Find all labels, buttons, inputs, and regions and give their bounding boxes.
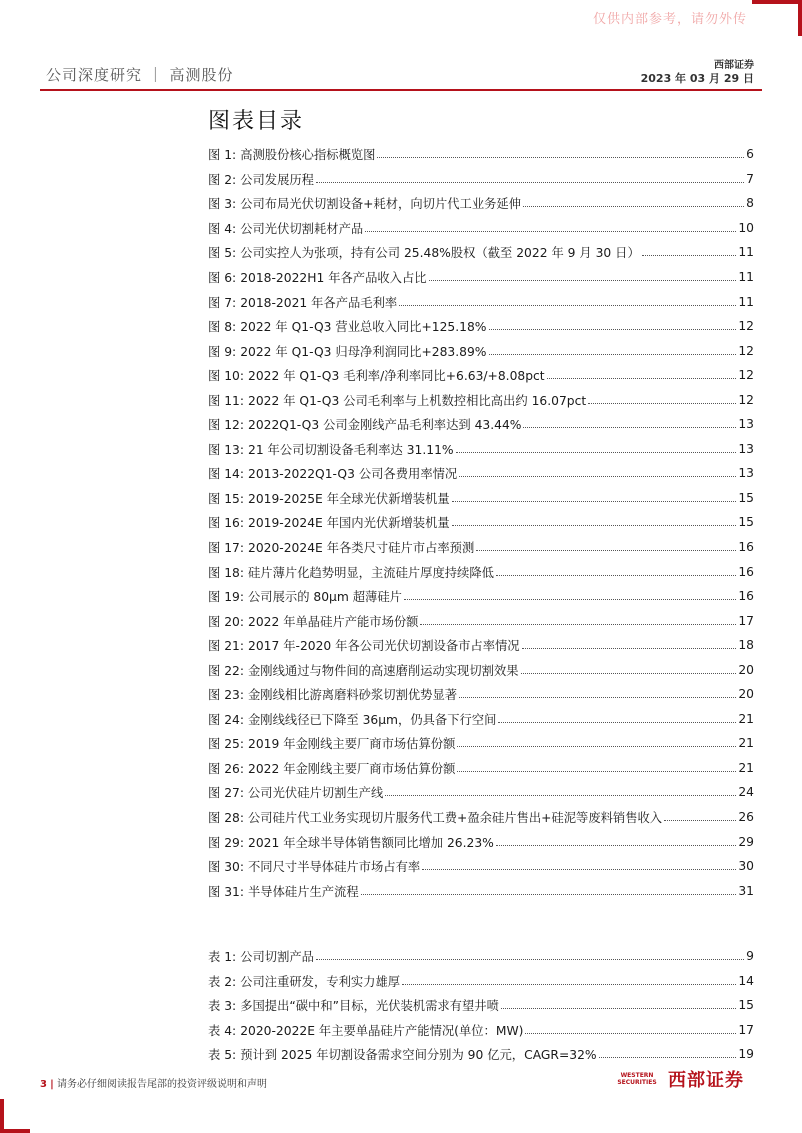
dot-leader: [522, 647, 737, 649]
figure-page: 26: [738, 810, 754, 825]
figure-title: 2019 年金刚线主要厂商市场估算份额: [248, 737, 456, 752]
dot-leader: [422, 868, 736, 870]
figure-entry[interactable]: [208, 633, 754, 658]
figure-entry[interactable]: [208, 584, 754, 609]
table-page: 9: [746, 949, 754, 964]
dot-leader: [361, 893, 737, 895]
figure-page: 21: [738, 736, 754, 751]
figure-page: 13: [738, 466, 754, 481]
figure-label: 图 15:: [208, 491, 244, 506]
figure-title: 2022 年 Q1-Q3 营业总收入同比+125.18%: [240, 320, 487, 335]
dot-leader: [452, 500, 737, 502]
table-entry[interactable]: [208, 993, 754, 1018]
figure-title: 2019-2025E 年全球光伏新增装机量: [248, 491, 450, 506]
figure-title: 2022 年 Q1-Q3 归母净利润同比+283.89%: [240, 344, 487, 359]
table-page: 19: [738, 1047, 754, 1062]
figure-page: 29: [738, 834, 754, 849]
figure-page: 20: [738, 687, 754, 702]
figure-entry[interactable]: [208, 559, 754, 584]
figure-title: 2020-2024E 年各类尺寸硅片市占率预测: [248, 541, 475, 556]
figure-page: 18: [738, 638, 754, 653]
watermark: 仅供内部参考，请勿外传: [593, 12, 748, 27]
figure-title: 公司布局光伏切割设备+耗材，向切片代工业务延伸: [240, 197, 522, 212]
figure-label: 图 6:: [208, 271, 237, 285]
header-divider: [40, 89, 762, 91]
figure-label: 图 11:: [208, 393, 244, 408]
figure-title: 不同尺寸半导体硅片市场占有率: [248, 860, 421, 875]
figure-label: 图 9:: [208, 344, 237, 359]
figure-title: 半导体硅片生产流程: [248, 884, 359, 899]
figure-entry[interactable]: [208, 510, 754, 535]
figure-label: 图 25:: [208, 737, 244, 752]
dot-leader: [476, 549, 736, 551]
figure-page: 11: [738, 245, 754, 260]
dot-leader: [456, 451, 737, 453]
figure-label: 图 31:: [208, 884, 244, 899]
dot-leader: [385, 794, 736, 796]
figure-entry[interactable]: [208, 240, 754, 265]
figure-page: 15: [738, 490, 754, 505]
figure-label: 图 3:: [208, 197, 237, 212]
figure-page: 15: [738, 515, 754, 530]
figure-label: 图 16:: [208, 516, 244, 531]
figure-entry[interactable]: [208, 829, 754, 854]
page-number: 3: [40, 1079, 47, 1090]
figure-entry[interactable]: [208, 216, 754, 241]
figure-label: 图 21:: [208, 639, 244, 654]
footer-disclaimer: 请务必仔细阅读报告尾部的投资评级说明和声明: [57, 1079, 267, 1090]
table-entry[interactable]: [208, 1042, 754, 1067]
figure-page: 31: [738, 883, 754, 898]
figure-entry[interactable]: [208, 657, 754, 682]
figure-label: 图 26:: [208, 761, 244, 776]
figure-title: 金刚线线径已下降至 36μm，仍具备下行空间: [248, 712, 497, 727]
table-title: 预计到 2025 年切割设备需求空间分别为 90 亿元，CAGR=32%: [240, 1048, 597, 1063]
logo-english-line1: WESTERN: [620, 1072, 654, 1079]
table-list: [208, 944, 754, 1067]
dot-leader: [365, 230, 736, 232]
dot-leader: [521, 672, 737, 674]
table-label: 表 2:: [208, 974, 237, 989]
figure-title: 2013-2022Q1-Q3 公司各费用率情况: [248, 467, 458, 482]
figure-page: 16: [738, 540, 754, 555]
figure-page: 13: [738, 441, 754, 456]
figure-page: 21: [738, 711, 754, 726]
dot-leader: [642, 254, 737, 256]
figure-page: 8: [746, 196, 754, 211]
figure-entry[interactable]: [208, 731, 754, 756]
table-entry[interactable]: [208, 944, 754, 969]
figure-entry[interactable]: [208, 314, 754, 339]
table-title: 多国提出“碳中和”目标，光伏装机需求有望井喷: [240, 999, 499, 1014]
dot-leader: [404, 598, 736, 600]
figure-entry[interactable]: [208, 461, 754, 486]
figure-label: 图 8:: [208, 320, 237, 335]
toc-title: 图表目录: [208, 109, 305, 134]
figure-page: 21: [738, 760, 754, 775]
figure-label: 图 18:: [208, 565, 244, 580]
footer-separator: |: [50, 1079, 54, 1090]
figure-label: 图 10:: [208, 369, 244, 384]
figure-page: 13: [738, 417, 754, 432]
figure-title: 2017 年-2020 年各公司光伏切割设备市占率情况: [248, 639, 520, 654]
figure-entry[interactable]: [208, 142, 754, 167]
dot-leader: [547, 377, 737, 379]
figure-entry[interactable]: [208, 191, 754, 216]
figure-title: 21 年公司切割设备毛利率达 31.11%: [248, 442, 454, 457]
company-logo: [612, 1066, 744, 1092]
header-date: 2023 年 03 月 29 日: [640, 72, 754, 85]
footer-disclaimer-line: [40, 1075, 267, 1090]
figure-title: 2022 年 Q1-Q3 公司毛利率与上机数控相比高出约 16.07pct: [248, 393, 587, 408]
figure-label: 图 27:: [208, 786, 244, 801]
figure-page: 16: [738, 589, 754, 604]
figure-title: 公司展示的 80μm 超薄硅片: [248, 590, 402, 605]
figure-label: 图 5:: [208, 246, 237, 261]
logo-english-line2: SECURITIES: [617, 1079, 657, 1086]
figure-entry[interactable]: [208, 682, 754, 707]
figure-label: 图 19:: [208, 590, 244, 605]
figure-title: 2022 年金刚线主要厂商市场估算份额: [248, 761, 456, 776]
dot-leader: [489, 353, 737, 355]
figure-page: 20: [738, 662, 754, 677]
figure-entry[interactable]: [208, 265, 754, 290]
figure-entry[interactable]: [208, 707, 754, 732]
figure-page: 10: [738, 220, 754, 235]
figure-title: 硅片薄片化趋势明显，主流硅片厚度持续降低: [248, 565, 494, 580]
figure-entry[interactable]: [208, 756, 754, 781]
dot-leader: [457, 770, 736, 772]
figure-label: 图 12:: [208, 418, 244, 433]
figure-entry[interactable]: [208, 854, 754, 879]
figure-entry[interactable]: [208, 878, 754, 903]
figure-entry[interactable]: [208, 338, 754, 363]
figure-page: 12: [738, 343, 754, 358]
table-page: 15: [738, 998, 754, 1013]
figure-page: 17: [738, 613, 754, 628]
dot-leader: [316, 181, 744, 183]
table-page: 14: [738, 973, 754, 988]
figure-page: 6: [746, 147, 754, 162]
figure-label: 图 28:: [208, 811, 244, 826]
figure-label: 图 22:: [208, 663, 244, 678]
dot-leader: [496, 844, 736, 846]
figure-title: 公司光伏硅片切割生产线: [248, 786, 384, 801]
figure-page: 16: [738, 564, 754, 579]
report-type-title: 公司深度研究 ｜ 高测股份: [46, 66, 234, 84]
header-company: 西部证券: [714, 60, 754, 71]
figure-entry[interactable]: [208, 289, 754, 314]
dot-leader: [496, 574, 736, 576]
figure-page: 30: [738, 859, 754, 874]
dot-leader: [489, 328, 737, 330]
table-label: 表 1:: [208, 950, 237, 965]
figure-label: 图 4:: [208, 221, 237, 236]
dot-leader: [498, 721, 736, 723]
table-title: 公司切割产品: [240, 950, 314, 965]
figure-entry[interactable]: [208, 805, 754, 830]
dot-leader: [501, 1007, 736, 1009]
figure-entry[interactable]: [208, 412, 754, 437]
dot-leader: [377, 156, 744, 158]
figure-title: 2018-2022H1 年各产品收入占比: [240, 271, 427, 285]
figure-title: 金刚线通过与物件间的高速磨削运动实现切割效果: [248, 663, 519, 678]
dot-leader: [523, 426, 736, 428]
dot-leader: [525, 1032, 736, 1034]
dot-leader: [420, 623, 736, 625]
figure-label: 图 14:: [208, 467, 244, 482]
figure-entry[interactable]: [208, 780, 754, 805]
figure-entry[interactable]: [208, 437, 754, 462]
table-entry[interactable]: [208, 1018, 754, 1043]
figure-entry[interactable]: [208, 486, 754, 511]
figure-title: 2022 年 Q1-Q3 毛利率/净利率同比+6.63/+8.08pct: [248, 369, 545, 384]
dot-leader: [459, 475, 736, 477]
dot-leader: [457, 745, 736, 747]
figure-label: 图 20:: [208, 614, 244, 629]
figure-entry[interactable]: [208, 167, 754, 192]
figure-entry[interactable]: [208, 535, 754, 560]
figure-label: 图 24:: [208, 712, 244, 727]
figure-title: 公司发展历程: [240, 172, 314, 187]
table-label: 表 3:: [208, 999, 237, 1014]
figure-title: 2018-2021 年各产品毛利率: [240, 295, 398, 310]
table-entry[interactable]: [208, 969, 754, 994]
dot-leader: [402, 983, 736, 985]
figure-label: 图 7:: [208, 295, 237, 310]
figure-page: 12: [738, 319, 754, 334]
logo-chinese: 西部证券: [668, 1070, 744, 1091]
figure-title: 2022 年单晶硅片产能市场份额: [248, 614, 419, 629]
figure-title: 公司光伏切割耗材产品: [240, 221, 364, 236]
figure-label: 图 23:: [208, 688, 244, 703]
dot-leader: [588, 402, 736, 404]
figure-title: 2021 年全球半导体销售额同比增加 26.23%: [248, 835, 494, 850]
figure-label: 图 30:: [208, 860, 244, 875]
figure-title: 公司实控人为张项，持有公司 25.48%股权（截至 2022 年 9 月 30 日）: [240, 246, 640, 261]
table-title: 2020-2022E 年主要单晶硅片产能情况(单位：MW): [240, 1023, 524, 1038]
figure-entry[interactable]: [208, 387, 754, 412]
dot-leader: [459, 696, 736, 698]
figure-page: 11: [738, 294, 754, 309]
dot-leader: [599, 1056, 737, 1058]
figure-entry[interactable]: [208, 608, 754, 633]
table-label: 表 4:: [208, 1023, 237, 1038]
figure-title: 2019-2024E 年国内光伏新增装机量: [248, 516, 450, 531]
table-page: 17: [738, 1022, 754, 1037]
figure-title: 高测股份核心指标概览图: [240, 148, 376, 163]
figure-entry[interactable]: [208, 363, 754, 388]
figure-list: [208, 142, 754, 903]
figure-label: 图 1:: [208, 148, 237, 163]
dot-leader: [523, 205, 744, 207]
corner-frame-bottom: [0, 1099, 30, 1133]
figure-page: 12: [738, 392, 754, 407]
figure-page: 24: [738, 785, 754, 800]
logo-english: [612, 1072, 662, 1086]
dot-leader: [429, 279, 737, 281]
table-label: 表 5:: [208, 1048, 237, 1063]
figure-label: 图 17:: [208, 541, 244, 556]
dot-leader: [316, 958, 744, 960]
dot-leader: [399, 304, 736, 306]
dot-leader: [452, 524, 737, 526]
figure-title: 2022Q1-Q3 公司金刚线产品毛利率达到 43.44%: [248, 418, 522, 433]
dot-leader: [664, 819, 736, 821]
figure-page: 12: [738, 368, 754, 383]
corner-frame-top: [752, 0, 802, 36]
table-title: 公司注重研发，专利实力雄厚: [240, 974, 401, 989]
figure-title: 金刚线相比游离磨料砂浆切割优势显著: [248, 688, 458, 703]
figure-label: 图 13:: [208, 442, 244, 457]
figure-title: 公司硅片代工业务实现切片服务代工费+盈余硅片售出+硅泥等废料销售收入: [248, 811, 663, 826]
figure-label: 图 2:: [208, 172, 237, 187]
figure-page: 11: [738, 270, 754, 284]
figure-page: 7: [746, 171, 754, 186]
figure-label: 图 29:: [208, 835, 244, 850]
